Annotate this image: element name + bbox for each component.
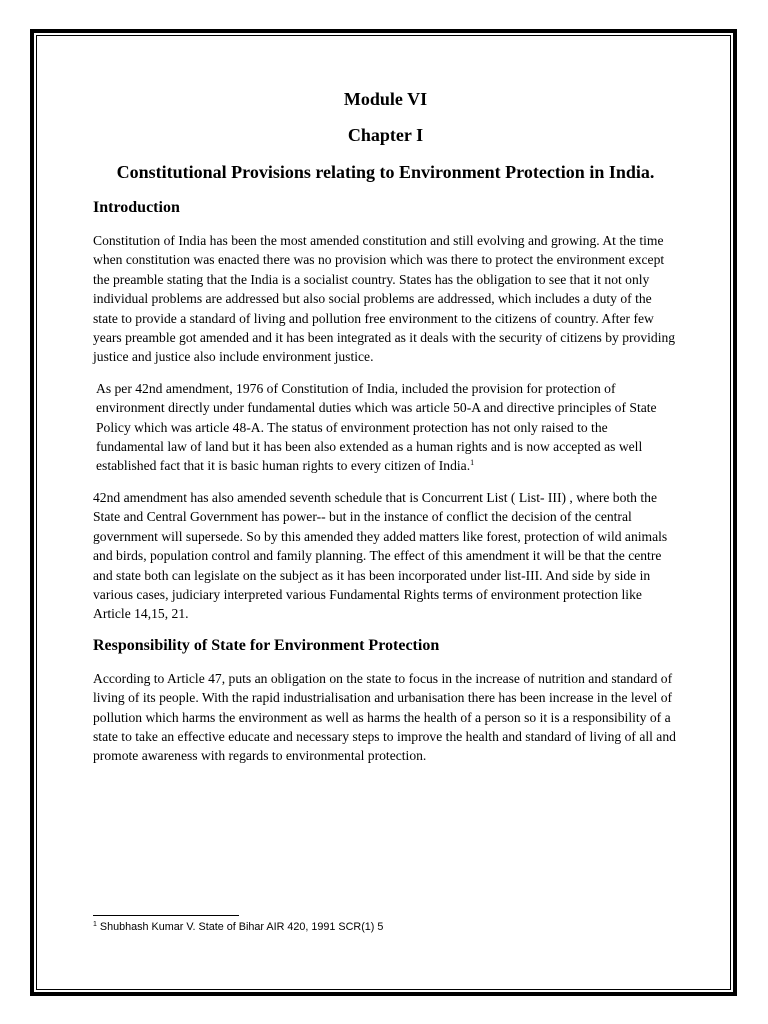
intro-paragraph-2 bbox=[93, 379, 678, 476]
intro-paragraph-3: 42nd amendment has also amended seventh schedule that is Concurrent List ( List- III) , where both the State and Central Government has power-- but in the instance of conflict the decision of the central government will supersede. So by this amended they added matters like forest, protection of wild animals and birds, population control and family planning. The effect of this amendment it will be that the centre and state both can legislate on the subject as it has been incorporated under list-III. And side by side in various cases, judiciary interpreted various Fundamental Rights terms of environment protection like Article 14,15, 21. bbox=[93, 489, 668, 622]
section-heading-introduction: Introduction bbox=[93, 199, 180, 216]
footnote bbox=[93, 920, 653, 934]
module-heading: Module VI bbox=[343, 89, 428, 109]
footnote-separator bbox=[93, 915, 239, 916]
footnote-text: Shubhash Kumar V. State of Bihar AIR 420, 1991 SCR(1) 5 bbox=[99, 921, 384, 933]
document-body bbox=[93, 86, 678, 778]
chapter-heading: Chapter I bbox=[347, 125, 424, 145]
footnote-reference[interactable]: 1 bbox=[470, 458, 475, 468]
intro-paragraph-1: Constitution of India has been the most amended constitution and still evolving and growing. At the time when constitution was enacted there was no provision which was there to protect the environment except the preamble stating that the India is a socialist country. States has the obligation to see that it not only individual problems are addressed but also social problems are addressed, which includes a duty of the state to provide a standard of living and pollution free environment to the citizens of country. After few years preamble got amended and it has been integrated as it deals with the security of citizens by providing justice and justice also include environment justice. bbox=[93, 233, 676, 365]
responsibility-paragraph-1: According to Article 47, puts an obligation on the state to focus in the increase of nutrition and standard of living of its people. With the rapid industrialisation and urbanisation there has been increase in the level of pollution which harms the environment as well as harms the health of a person so it is a responsibility of a state to take an effective educate and necessary steps to improve the health and standard of living of all and promote awareness with regards to environmental protection. bbox=[93, 670, 676, 764]
section-heading-responsibility: Responsibility of State for Environment Protection bbox=[93, 636, 440, 654]
footnote-number: 1 bbox=[93, 921, 97, 928]
intro-paragraph-2-text: As per 42nd amendment, 1976 of Constitution of India, included the provision for protection of environment directly under fundamental duties which was article 50-A and directive principles of State Policy which was article 48-A. The status of environment protection has not only raised to the fundamental law of land but it has been also extended as a human rights and is now accepted as well established fact that it is basic human rights to every citizen of India. bbox=[96, 380, 657, 474]
document-title: Constitutional Provisions relating to Environment Protection in India. bbox=[116, 162, 655, 182]
